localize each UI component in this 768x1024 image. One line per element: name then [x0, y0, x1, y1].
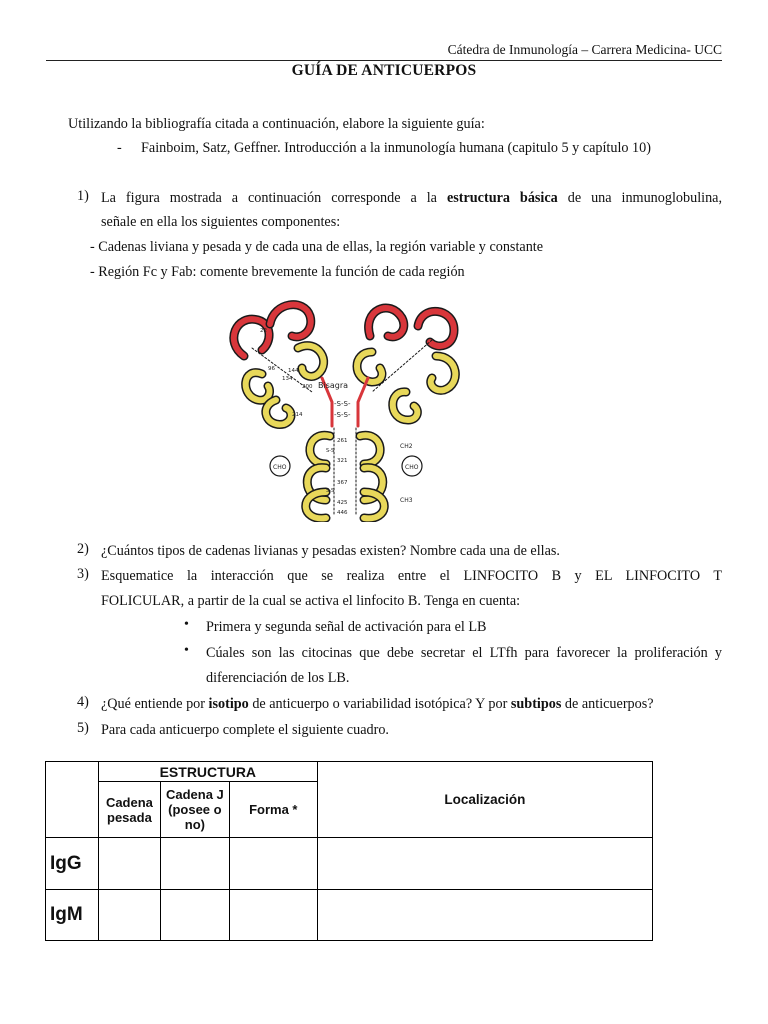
seq-num-1: 22	[260, 328, 267, 334]
seq-num-4: 144	[288, 368, 299, 374]
seq-num-5: 200	[302, 384, 313, 390]
stem-ss-1: S-S	[326, 448, 335, 454]
header-rule	[46, 60, 722, 61]
page-title: GUÍA DE ANTICUERPOS	[291, 62, 477, 79]
q4-text-a: ¿Qué entiende por	[101, 696, 205, 712]
hinge-ss-1: -S-S-	[334, 400, 351, 408]
q3-line1: Esquematice la interacción que se realiza entre el LINFOCITO B y EL LINFOCITO T	[101, 568, 722, 584]
q3-bullet-1-symbol: •	[184, 617, 189, 632]
cell-igm-cadena-j[interactable]	[160, 890, 229, 941]
stem-num-2: 321	[337, 458, 348, 464]
reference-dash: -	[117, 140, 122, 156]
row-label-igm: IgM	[46, 890, 99, 941]
intro-instruction: Utilizando la bibliografía citada a continuación, elabore la siguiente guía:	[68, 116, 485, 132]
stem-ss-2: S-S	[326, 488, 335, 494]
seq-num-3: 134	[282, 376, 293, 382]
q4-text-b: de anticuerpo o variabilidad isotópica? Y por	[252, 696, 508, 712]
antibody-table	[45, 761, 653, 941]
q5-number: 5)	[77, 720, 89, 736]
q4-text-c: de anticuerpos?	[564, 696, 654, 712]
seq-num-6: 214	[292, 412, 303, 418]
hinge-ss-2: -S-S-	[334, 411, 351, 419]
q4-bold-subtipos: subtipos	[510, 696, 562, 712]
q3-bullet-2-line1: Cúales son las citocinas que debe secretar el LTfh para favorecer la proliferación y	[206, 645, 722, 661]
q1-item-2: - Región Fc y Fab: comente brevemente la función de cada región	[90, 264, 465, 280]
stem-num-5: 446	[337, 510, 348, 516]
header-institution: Cátedra de Inmunología – Carrera Medicina- UCC	[447, 42, 722, 57]
q4-bold-isotipo: isotipo	[208, 696, 249, 712]
cell-igg-forma[interactable]	[229, 838, 317, 890]
cho-left-label: CHO	[273, 464, 287, 471]
row-label-igg: IgG	[46, 838, 99, 890]
antibody-figure	[222, 296, 474, 522]
cell-igg-localizacion[interactable]	[317, 838, 652, 890]
q1-text-a: La figura mostrada a continuación corresponde a la	[101, 190, 437, 206]
q3-bullet-2-line2: diferenciación de los LB.	[206, 670, 350, 686]
stem-num-1: 261	[337, 438, 348, 444]
q3-bullet-1: Primera y segunda señal de activación para el LB	[206, 619, 487, 635]
ch2-label: CH2	[400, 443, 413, 450]
cho-right-label: CHO	[405, 464, 419, 471]
ch3-label: CH3	[400, 497, 413, 504]
table-row	[46, 890, 653, 941]
q1-line2: señale en ella los siguientes componentes:	[101, 214, 341, 230]
q3-line2: FOLICULAR, a partir de la cual se activa el linfocito B. Tenga en cuenta:	[101, 593, 521, 609]
q2-text: ¿Cuántos tipos de cadenas livianas y pesadas existen? Nombre cada una de ellas.	[101, 543, 560, 559]
q3-bullet-2-symbol: •	[184, 643, 189, 658]
q5-text: Para cada anticuerpo complete el siguiente cuadro.	[101, 722, 389, 738]
reference-text: Fainboim, Satz, Geffner. Introducción a la inmunología humana (capitulo 5 y capítulo 10)	[141, 140, 651, 156]
hinge-right	[358, 378, 368, 426]
q3-number: 3)	[77, 566, 89, 582]
q2-number: 2)	[77, 541, 89, 557]
cell-igg-cadena-j[interactable]	[160, 838, 229, 890]
forma-header: Forma *	[229, 782, 317, 838]
localizacion-header: Localización	[317, 762, 652, 838]
q1-line1	[101, 188, 722, 208]
stem-num-4: 425	[337, 500, 348, 506]
hinge-label: Bisagra	[318, 381, 349, 390]
q1-number: 1)	[77, 188, 89, 204]
q1-bold: estructura básica	[446, 190, 558, 206]
table-corner-cell	[46, 762, 99, 838]
stem-num-3: 367	[337, 480, 348, 486]
q4-number: 4)	[77, 694, 89, 710]
estructura-header: ESTRUCTURA	[98, 762, 317, 782]
cell-igm-localizacion[interactable]	[317, 890, 652, 941]
cell-igg-pesada[interactable]	[98, 838, 160, 890]
cadena-pesada-header: Cadena pesada	[98, 782, 160, 838]
table-row	[46, 838, 653, 890]
cadena-j-header: Cadena J (posee o no)	[160, 782, 229, 838]
q4-text	[101, 694, 654, 714]
q1-item-1: - Cadenas liviana y pesada y de cada una de ellas, la región variable y constante	[90, 239, 544, 255]
cell-igm-pesada[interactable]	[98, 890, 160, 941]
q1-text-b: de una inmunoglobulina,	[567, 190, 723, 206]
seq-num-2: 96	[268, 366, 275, 372]
cell-igm-forma[interactable]	[229, 890, 317, 941]
